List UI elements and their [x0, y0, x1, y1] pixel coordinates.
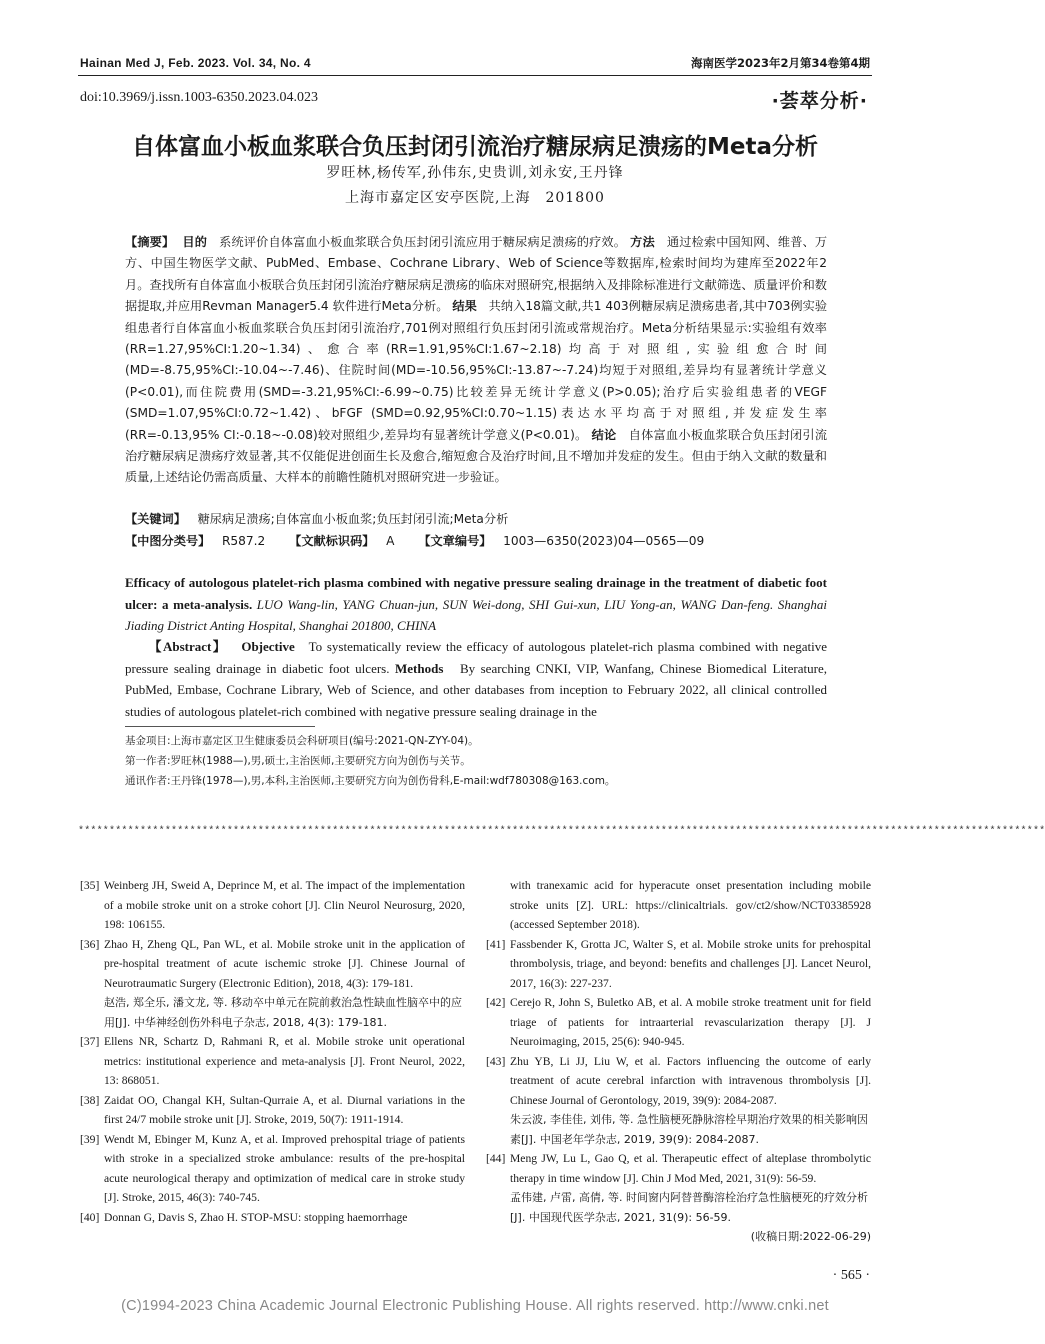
english-title-block — [125, 572, 827, 637]
doc-code-value: A — [386, 534, 395, 548]
article-no-label: 【文章编号】 — [418, 534, 492, 548]
methods-label: 方法 — [630, 235, 655, 249]
objective-en-text: To systematically review the efficacy of autologous platelet-rich plasma combined with negative pressure sealing drainage in diabetic foot ulcers. — [125, 639, 828, 676]
conclusion-label: 结论 — [591, 427, 617, 442]
page-separator: ************************************************************************************************************************************************************ — [78, 826, 1045, 837]
running-header-en: Hainan Med J, Feb. 2023. Vol. 34, No. 4 — [80, 56, 311, 70]
header-divider — [78, 75, 872, 76]
objective-label: 目的 — [182, 235, 208, 249]
reference-continuation: with tranexamic acid for hyperacute onset presentation including mobile stroke units [Z]. URL: https://clinicaltrials. gov/ct2/show/NCT03385928 (accessed September 2018). — [510, 879, 871, 931]
reference-item: [43] Zhu YB, Li JJ, Liu W, et al. Factors influencing the outcome of early treatment of acute cerebral infarction with intravenous thrombolysis [J]. Chinese Journal of Gerontology, 2019, 39(9): 2084-2087. — [486, 1054, 871, 1107]
reference-item: [39] Wendt M, Ebinger M, Kunz A, et al. Improved prehospital triage of patients with stroke in a specialized stroke ambulance: results of the pre-hospital acute neurological therapy and optimization of medical care in stroke study [J]. Stroke, 2015, 46(3): 740-745. — [80, 1132, 465, 1204]
reference-item: [38] Zaidat OO, Changal KH, Sultan-Qurraie A, et al. Diurnal variations in the first 24/7 mobile stroke unit [J]. Stroke, 2019, 50(7): 1911-1914. — [80, 1093, 465, 1126]
column-tag: ·荟萃分析· — [771, 90, 868, 112]
funding-footnote: 基金项目:上海市嘉定区卫生健康委员会科研项目(编号:2021-QN-ZYY-04)。 — [125, 735, 479, 747]
doi: doi:10.3969/j.issn.1003-6350.2023.04.023 — [80, 90, 319, 105]
references-right-column — [486, 876, 871, 1247]
abstract-label: 【摘要】 — [125, 235, 175, 249]
corresponding-author-footnote: 通讯作者:王丹锋(1978—),男,本科,主治医师,主要研究方向为创伤骨科,E-mail:wdf780308@163.com。 — [125, 775, 616, 787]
methods-en-label: Methods — [395, 660, 444, 676]
results-label: 结果 — [452, 299, 477, 314]
english-affiliation: Shanghai Jiading District Anting Hospital, Shanghai 201800, CHINA — [125, 596, 828, 633]
keywords-label: 【关键词】 — [125, 512, 186, 526]
reference-item: [37] Ellens NR, Schartz D, Rahmani R, et al. Mobile stroke unit operational metrics: institutional experience and meta-analysis [J]. Front Neurol, 2022, 13: 868051. — [80, 1035, 465, 1087]
abstract-en — [125, 636, 827, 722]
abstract-en-label: 【Abstract】 — [148, 639, 228, 654]
references-left-column — [80, 876, 465, 1227]
author-list: 罗旺林,杨传军,孙伟东,史贵训,刘永安,王丹锋 — [326, 165, 624, 181]
footnote-divider — [125, 726, 315, 727]
reference-translation: 朱云波, 李佳佳, 刘伟, 等. 急性脑梗死静脉溶栓早期治疗效果的相关影响因素[J]. 中国老年学杂志, 2019, 39(9): 2084-2087. — [510, 1113, 868, 1146]
keywords-text: 糖尿病足溃疡;自体富血小板血浆;负压封闭引流;Meta分析 — [197, 512, 509, 526]
reference-item: [44] Meng JW, Lu L, Gao Q, et al. Therapeutic effect of alteplase thrombolytic therapy in time window [J]. Chin J Mod Med, 2021, 31(9): 56-59. — [486, 1152, 871, 1185]
abstract-zh — [125, 232, 827, 489]
clc-value: R587.2 — [221, 534, 266, 548]
received-date: (收稿日期:2022-06-29) — [750, 1230, 871, 1243]
page-number: · 565 · — [832, 1268, 870, 1283]
methods-en-text: By searching CNKI, VIP, Wanfang, Chinese Biomedical Literature, PubMed, Embase, Cochrane Library, Web of Science, and other databases from inception to February 2022, all clinical controlled studies of autologous platelet-rich combined with negative pressure sealing drainage in the — [125, 660, 827, 719]
copyright-notice: (C)1994-2023 China Academic Journal Electronic Publishing House. All rights reserved. http://www.cnki.net — [121, 1298, 829, 1314]
reference-item: [41] Fassbender K, Grotta JC, Walter S, et al. Mobile stroke units for prehospital thrombolysis, triage, and beyond: benefits and challenges [J]. Lancet Neurol, 2017, 16(3): 227-237. — [486, 937, 871, 990]
objective-text: 系统评价自体富血小板血浆联合负压封闭引流应用于糖尿病足溃疡的疗效。 — [219, 235, 627, 249]
reference-item: [42] Cerejo R, John S, Buletko AB, et al. A mobile stroke treatment unit for field triage of patients for intraarterial revascularization therapy [J]. J Neuroimaging, 2015, 25(6): 940-945. — [486, 996, 871, 1048]
methods-text: 通过检索中国知网、维普、万方、中国生物医学文献、PubMed、Embase、Cochrane Library、Web of Science等数据库,检索时间均为建库至2022年2月。查找所有自体富血小板联合负压封闭引流治疗糖尿病足溃疡的临床对照研究,根据纳入及排除标准进行文献筛选、质量评价和数据提取,并应用Revman Manager5.4 软件进行Meta分析。 — [125, 235, 828, 314]
reference-item: [36] Zhao H, Zheng QL, Pan WL, et al. Mobile stroke unit in the application of pre-hospital treatment of acute ischemic stroke [J]. Chinese Journal of Neurotraumatic Surgery (Electronic Edition), 2018, 4(3): 179-181. — [80, 937, 465, 990]
reference-item: [35] Weinberg JH, Sweid A, Deprince M, et al. The impact of the implementation of a mobile stroke unit on a stroke cohort [J]. Clin Neurol Neurosurg, 2020, 198: 106155. — [80, 879, 465, 931]
classification-row — [125, 532, 827, 549]
reference-translation: 赵浩, 郑全乐, 潘文龙, 等. 移动卒中单元在院前救治急性缺血性脑卒中的应用[J]. 中华神经创伤外科电子杂志, 2018, 4(3): 179-181. — [104, 996, 462, 1029]
article-no-value: 1003—6350(2023)04—0565—09 — [503, 534, 705, 548]
conclusion-text: 自体富血小板血浆联合负压封闭引流治疗糖尿病足溃疡疗效显著,其不仅能促进创面生长及愈合,缩短愈合及治疗时间,且不增加并发症的发生。但由于纳入文献的数量和质量,上述结论仍需高质量、大样本的前瞻性随机对照研究进一步验证。 — [125, 427, 828, 485]
running-header-zh: 海南医学2023年2月第34卷第4期 — [690, 56, 870, 70]
reference-translation: 孟伟建, 卢雷, 高倩, 等. 时间窗内阿替普酶溶栓治疗急性脑梗死的疗效分析[J]. 中国现代医学杂志, 2021, 31(9): 56-59. — [510, 1191, 868, 1224]
article-title: 自体富血小板血浆联合负压封闭引流治疗糖尿病足溃疡的Meta分析 — [131, 134, 818, 160]
affiliation: 上海市嘉定区安亭医院,上海 201800 — [345, 190, 605, 206]
first-author-footnote: 第一作者:罗旺林(1988—),男,硕士,主治医师,主要研究方向为创伤与关节。 — [125, 755, 471, 767]
clc-label: 【中图分类号】 — [125, 534, 211, 548]
english-authors: LUO Wang-lin, YANG Chuan-jun, SUN Wei-dong, SHI Gui-xun, LIU Yong-an, WANG Dan-feng. — [256, 596, 774, 612]
reference-item: [40] Donnan G, Davis S, Zhao H. STOP-MSU: stopping haemorrhage — [80, 1210, 408, 1224]
results-text: 共纳入18篇文献,共1 403例糖尿病足溃疡患者,其中703例实验组患者行自体富血小板血浆联合负压封闭引流治疗,701例对照组行负压封闭引流或常规治疗。Meta分析结果显示:实验组有效率(RR=1.27,95%CI:1.20~1.34)、愈合率(RR=1.91,95%CI:1.67~2.18)均高于对照组,实验组愈合时间(MD=-8.75,95%CI:-10.04~-7.46)、住院时间(MD=-10.56,95%CI:-13.87~-7.24)均短于对照组,差异均有显著统计学意义(P<0.01),而住院费用(SMD=-3.21,95%CI:-6.99~0.75)比较差异无统计学意义(P>0.05);治疗后实验组患者的VEGF (SMD=1.07,95%CI:0.72~1.42)、bFGF (SMD=0.92,95%CI:0.70~1.15)表达水平均高于对照组,并发症发生率(RR=-0.13,95% CI:-0.18~-0.08)较对照组少,差异均有显著统计学意义(P<0.01)。 — [125, 299, 828, 442]
objective-en-label: Objective — [241, 639, 295, 654]
keywords-row — [125, 510, 827, 527]
doc-code-label: 【文献标识码】 — [289, 534, 375, 548]
english-title: Efficacy of autologous platelet-rich plasma combined with negative pressure sealing drainage in the treatment of diabetic foot ulcer: a meta-analysis. — [125, 575, 827, 612]
